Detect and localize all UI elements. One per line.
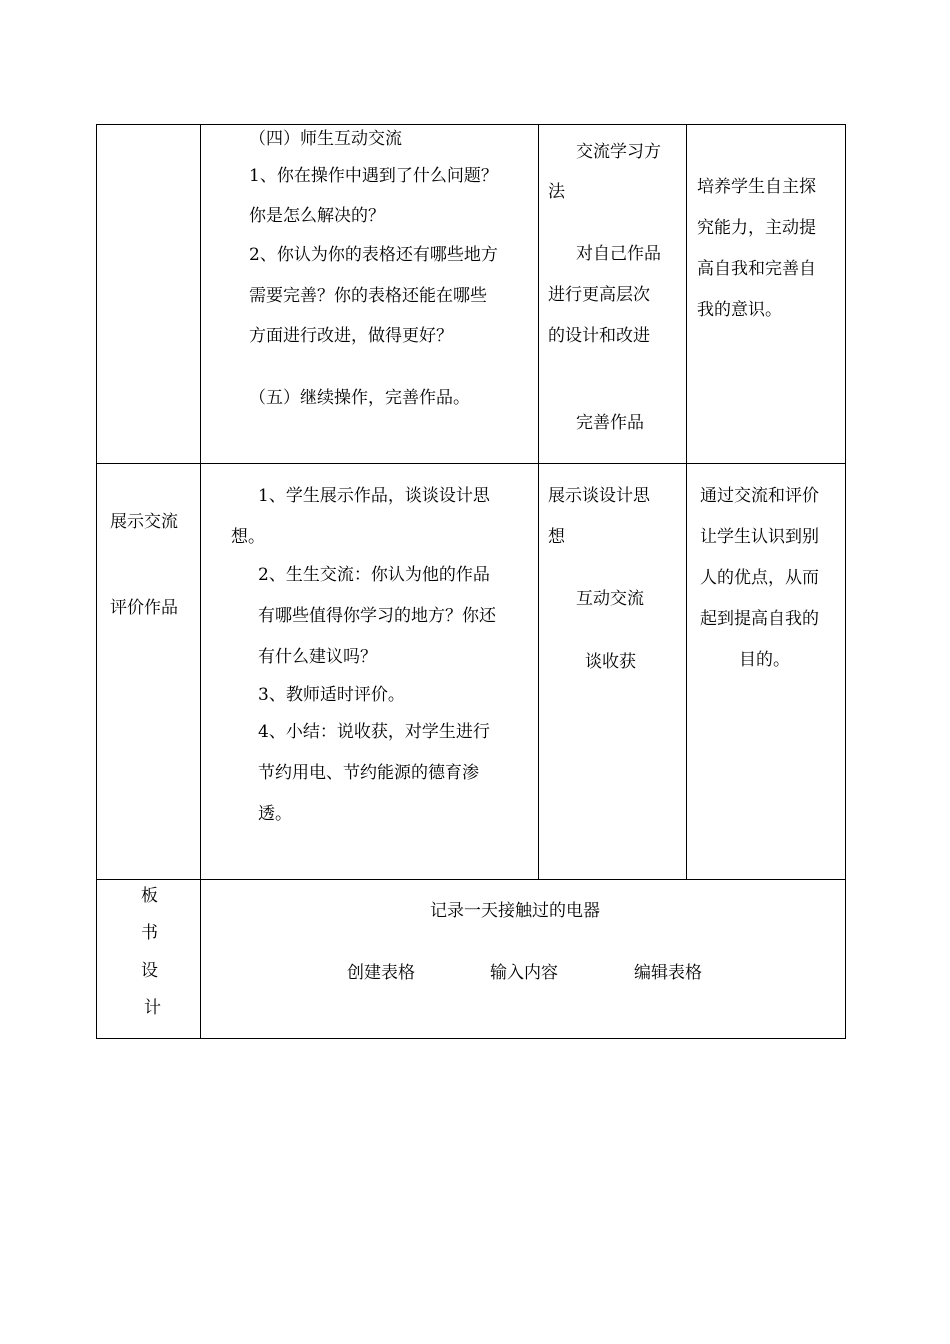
row1-activity-line: 需要完善？你的表格还能在哪些 (249, 286, 487, 306)
row1-student-line: 法 (548, 182, 565, 202)
row2-activity-line: 1、学生展示作品，谈谈设计思 (258, 486, 490, 506)
board-title: 记录一天接触过的电器 (430, 901, 600, 921)
row1-intent-line: 究能力，主动提 (697, 218, 816, 238)
row2-activity-line: 有什么建议吗？ (258, 647, 377, 667)
row2-stage-line: 展示交流 (110, 512, 178, 532)
row1-student-line: 对自己作品 (576, 244, 661, 264)
row2-activity-line: 3、教师适时评价。 (258, 685, 405, 705)
row2-stage-line: 评价作品 (110, 598, 178, 618)
row2-intent-line: 目的。 (739, 650, 790, 670)
row2-student-line: 想 (548, 527, 565, 547)
row1-intent-line: 我的意识。 (697, 300, 782, 320)
row1-student-line: 的设计和改进 (548, 326, 650, 346)
row1-student-line: 完善作品 (576, 413, 644, 433)
row1-student-line: 进行更高层次 (548, 285, 650, 305)
row2-intent-line: 通过交流和评价 (700, 486, 819, 506)
row2-activity-line: 有哪些值得你学习的地方？你还 (258, 606, 496, 626)
row2-student-line: 展示谈设计思 (548, 486, 650, 506)
row1-activity-line: 2、你认为你的表格还有哪些地方 (249, 245, 498, 265)
board-item: 输入内容 (490, 963, 558, 983)
row-divider-1 (96, 463, 846, 464)
row2-activity-line: 4、小结：说收获，对学生进行 (258, 722, 490, 742)
column-divider-3 (686, 124, 687, 880)
row-divider-2 (96, 879, 846, 880)
row2-activity-line: 2、生生交流：你认为他的作品 (258, 565, 490, 585)
row1-activity-line: 你是怎么解决的？ (249, 206, 385, 226)
column-divider-1 (200, 124, 201, 1039)
row1-activity-line: 1、你在操作中遇到了什么问题？ (249, 166, 498, 186)
row2-activity-line: 想。 (231, 527, 265, 547)
row2-activity-line: 节约用电、节约能源的德育渗 (258, 763, 479, 783)
row2-student-line: 互动交流 (576, 589, 644, 609)
board-label-char: 书 (141, 923, 158, 943)
board-item: 创建表格 (347, 963, 415, 983)
row1-intent-line: 培养学生自主探 (697, 177, 816, 197)
row2-intent-line: 起到提高自我的 (700, 609, 819, 629)
row2-intent-line: 让学生认识到别 (700, 527, 819, 547)
row1-student-line: 交流学习方 (576, 142, 661, 162)
row2-intent-line: 人的优点，从而 (700, 568, 819, 588)
column-divider-2 (538, 124, 539, 880)
board-label-char: 板 (141, 886, 158, 906)
row2-student-line: 谈收获 (585, 652, 636, 672)
row2-activity-line: 透。 (258, 804, 292, 824)
row1-activity-line: 方面进行改进，做得更好？ (249, 326, 453, 346)
board-item: 编辑表格 (634, 963, 702, 983)
row1-activity-line: （五）继续操作，完善作品。 (249, 388, 470, 408)
row1-intent-line: 高自我和完善自 (697, 259, 816, 279)
board-label-char: 计 (144, 998, 161, 1018)
board-label-char: 设 (141, 961, 158, 981)
row1-activity-line: （四）师生互动交流 (249, 129, 402, 149)
